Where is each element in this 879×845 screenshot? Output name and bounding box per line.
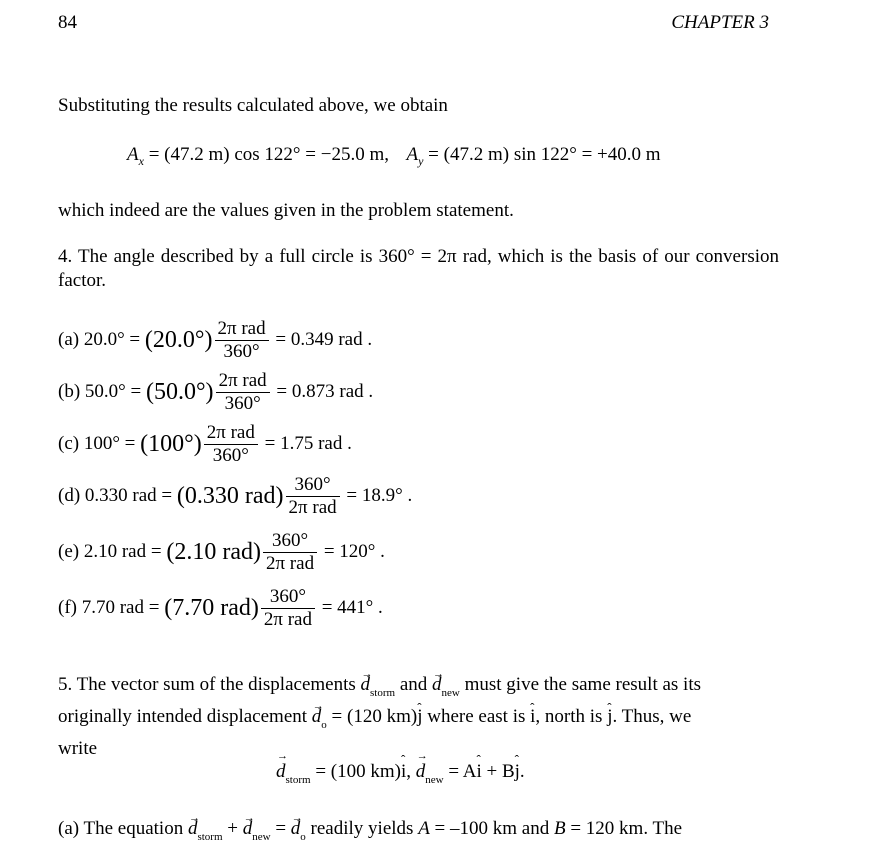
conversion-label: (b) 50.0° = (58, 380, 146, 402)
p5-text-1: 5. The vector sum of the displacements (58, 674, 361, 695)
unit-vector-j: ˆ j (417, 702, 422, 732)
conversion-line (58, 474, 412, 519)
fraction-numerator: 2π rad (216, 370, 270, 393)
conversion-label: (e) 2.10 rad = (58, 540, 167, 562)
fraction-numerator: 360° (263, 530, 317, 553)
new-subscript-eq: new (425, 774, 444, 786)
ay-value: = (47.2 m) sin 122° = +40.0 m (423, 144, 661, 165)
conversion-quantity: (20.0°) (144, 327, 213, 353)
conversion-fraction (216, 370, 270, 415)
conversion-line (58, 586, 383, 631)
conversion-line (58, 530, 385, 575)
p5-text-6: , north is (535, 706, 608, 727)
conversion-result: = 120° . (319, 540, 385, 562)
conversion-result: = 1.75 rad . (259, 432, 352, 454)
p6-text-4: = 120 km. The (565, 818, 683, 839)
storm-subscript: storm (370, 687, 396, 699)
conversion-quantity: (7.70 rad) (164, 595, 259, 621)
storm-subscript-eq: storm (285, 774, 311, 786)
p6-text-2: readily yields (305, 818, 419, 839)
new-subscript-p6: new (252, 831, 271, 843)
conversion-fraction (215, 318, 269, 363)
fraction-numerator: 2π rad (215, 318, 269, 341)
ax-symbol: A (127, 144, 139, 165)
fraction-denominator: 360° (212, 445, 249, 466)
conversion-fraction (261, 586, 315, 631)
eq5-A: = A (443, 761, 477, 782)
eq5-comma: , (406, 761, 416, 782)
unit-vector-j-eq: ˆ j (515, 761, 520, 783)
page-number: 84 (58, 12, 77, 33)
conversion-label: (f) 7.70 rad = (58, 596, 165, 618)
o-subscript-p6: o (300, 831, 306, 843)
conversion-result: = 0.349 rad . (270, 328, 373, 350)
conversion-label: (c) 100° = (58, 432, 141, 454)
p5-and: and (395, 674, 433, 695)
equation-components (127, 144, 661, 166)
conversion-fraction (263, 530, 317, 575)
conversion-fraction (204, 422, 258, 467)
o-subscript: o (321, 719, 327, 731)
fraction-numerator: 360° (261, 586, 315, 609)
conversion-quantity: (0.330 rad) (176, 483, 284, 509)
vector-d-new-p6: → d (243, 817, 253, 841)
vector-d-new-eq: → d (416, 761, 426, 783)
symbol-A: A (418, 818, 430, 839)
unit-vector-i-eq-2: ˆ i (476, 761, 481, 783)
fraction-denominator: 2π rad (288, 497, 337, 518)
conversion-line (58, 370, 373, 415)
vector-d-storm: → d (361, 670, 371, 700)
p6-plus: + (222, 818, 243, 839)
unit-vector-j-2: ˆ j (607, 702, 612, 732)
fraction-denominator: 2π rad (263, 609, 312, 630)
equation-displacements: → $d_{storm} = (100$ km)ˆ i, → $d_{new}$ = Aˆ i + Bˆ j. (276, 761, 525, 783)
conversion-fraction (286, 474, 340, 519)
conversion-label: (d) 0.330 rad = (58, 484, 177, 506)
p6-text-3: = –100 km and (429, 818, 554, 839)
vector-d-o: → d (312, 702, 322, 732)
new-subscript: new (441, 687, 460, 699)
fraction-numerator: 360° (286, 474, 340, 497)
fraction-denominator: 360° (224, 393, 261, 414)
conversion-result: = 0.873 rad . (271, 380, 374, 402)
chapter-heading: CHAPTER 3 (671, 12, 769, 33)
vector-d-o-p6: → d (291, 817, 301, 841)
conversion-result: = 18.9° . (341, 484, 413, 506)
ax-value: = (47.2 m) cos 122° = −25.0 m, (143, 144, 389, 165)
fraction-numerator: 2π rad (204, 422, 258, 445)
vector-d-storm-eq: → d (276, 761, 286, 783)
unit-vector-i: ˆ i (530, 702, 535, 732)
vector-d-new: → d (432, 670, 442, 700)
paragraph-substituting: Substituting the results calculated above, we obtain (58, 95, 448, 116)
unit-vector-i-eq: ˆ i (401, 761, 406, 783)
fraction-denominator: 2π rad (265, 553, 315, 574)
p5-text-5: where east is (422, 706, 531, 727)
p6-eq: = (270, 818, 291, 839)
paragraph-equation-yields (58, 817, 779, 843)
storm-value: = (100 km) (310, 761, 401, 782)
paragraph-problem-4: 4. The angle described by a full circle is 360° = 2π rad, which is the basis of our conversion factor. (58, 246, 779, 291)
ay-subscript: y (418, 154, 424, 168)
conversion-quantity: (2.10 rad) (166, 539, 261, 565)
p5-text-3: originally intended displacement (58, 706, 312, 727)
conversion-label: (a) 20.0° = (58, 328, 145, 350)
p5-text-2: must give the same result as its (459, 674, 701, 695)
p5-text-8: write (58, 738, 98, 759)
conversion-line (58, 318, 372, 363)
conversion-quantity: (100°) (140, 431, 202, 457)
fraction-denominator: 360° (223, 341, 260, 362)
vector-d-storm-p6: → d (188, 817, 198, 841)
ax-subscript: x (138, 154, 144, 168)
ay-symbol: A (406, 144, 419, 165)
conversion-quantity: (50.0°) (145, 379, 214, 405)
conversion-result: = 441° . (316, 596, 383, 618)
p5-text-7: . Thus, we (612, 706, 692, 727)
p6-text-1: (a) The equation (58, 818, 188, 839)
eq5-B: + B (481, 761, 515, 782)
symbol-B: B (553, 818, 566, 839)
storm-subscript-p6: storm (197, 831, 223, 843)
paragraph-values: which indeed are the values given in the problem statement. (58, 200, 514, 221)
conversion-line (58, 422, 352, 467)
p5-text-4: = (120 km) (326, 706, 418, 727)
